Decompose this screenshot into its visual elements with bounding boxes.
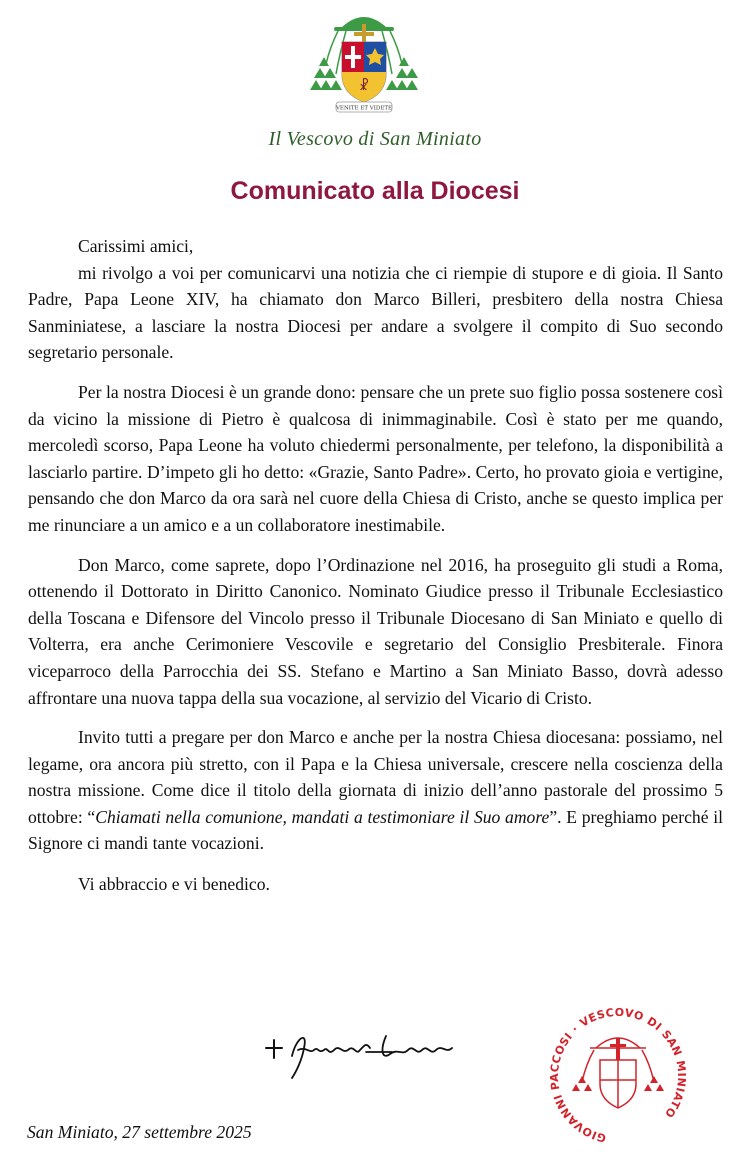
letter-body <box>28 233 723 898</box>
paragraph-4-start: Invito tutti a pregare per don Marco e anche per la nostra Chiesa diocesana: possiamo, nel legame, ora ancora più stretto, con il Papa e la Chiesa universale, crescere nella coscienza della nostra missione. Come dice il titolo della giornata di inizio dell’anno pastorale del prossimo 5 ottobre: “ <box>28 727 723 827</box>
paragraph-3: Don Marco, come saprete, dopo l’Ordinazione nel 2016, ha proseguito gli studi a Roma, ottenendo il Dottorato in Diritto Canonico. Nominato Giudice presso il Tribunale Ecclesiastico della Toscana e Difensore del Vincolo presso il Tribunale Diocesano di San Miniato e quello di Volterra, era anche Cerimoniere Vescovile e segretario del Consiglio Presbiterale. Finora viceparroco della Parrocchia dei SS. Stefano e Martino a San Miniato Basso, dovrà adesso affrontare una nuova tappa della sua vocazione, al servizio del Vicario di Cristo. <box>28 554 723 708</box>
stamp-ring-text: GIOVANNI PACCOSI · VESCOVO DI SAN MINIATO <box>548 1005 688 1145</box>
bishop-title: Il Vescovo di San Miniato <box>268 128 482 150</box>
event-title: Chiamati nella comunione, mandati a testimoniare il Suo amore <box>95 806 550 827</box>
coat-motto: VENITE ET VIDETE <box>335 105 393 112</box>
coat-of-arms-logo <box>306 2 422 118</box>
episcopal-stamp <box>548 1004 688 1150</box>
paragraph-4 <box>28 724 723 857</box>
paragraph-4-end: ”. E preghiamo perché il Signore ci mandi tante vocazioni. <box>28 806 723 854</box>
handwritten-signature <box>262 1020 472 1080</box>
svg-text:☧: ☧ <box>358 79 370 94</box>
letter-closing: Vi abbraccio e vi benedico. <box>78 874 270 895</box>
document-title: Comunicato alla Diocesi <box>230 177 520 205</box>
letter-greeting: Carissimi amici, <box>78 236 194 256</box>
place-and-date: San Miniato, 27 settembre 2025 <box>27 1122 252 1142</box>
paragraph-2: Per la nostra Diocesi è un grande dono: pensare che un prete suo figlio possa sostenere così da vicino la missione di Pietro è qualcosa di inimmaginabile. Così è stato per me quando, mercoledì scorso, Papa Leone ha voluto chiedermi personalmente, per telefono, la disponibilità a lasciarlo partire. D’impeto gli ho detto: «Grazie, Santo Padre». Certo, ho provato gioia e vertigine, pensando che don Marco da ora sarà nel cuore della Chiesa di Cristo, anche se questo implica per me rinunciare a un amico e a un collaboratore inestimabile. <box>28 381 723 535</box>
paragraph-1: mi rivolgo a voi per comunicarvi una notizia che ci riempie di stupore e di gioia. Il Santo Padre, Papa Leone XIV, ha chiamato don Marco Billeri, presbitero della nostra Chiesa Sanminiatese, a lasciare la nostra Diocesi per andare a svolgere il compito di Suo secondo segretario personale. <box>28 262 723 363</box>
